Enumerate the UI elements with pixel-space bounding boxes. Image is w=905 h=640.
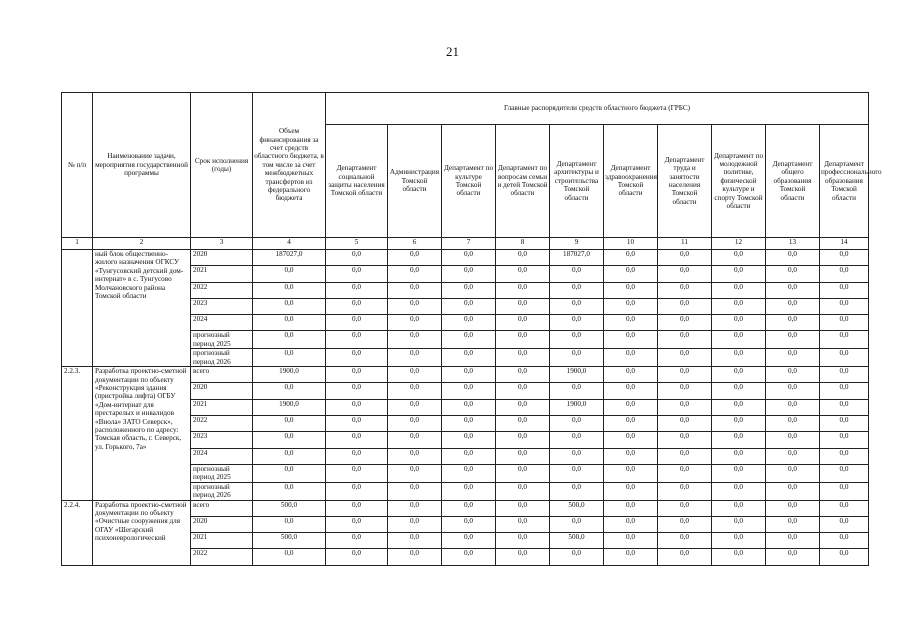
header-department: Администрация Томской области [388, 125, 442, 238]
department-amount-cell: 0,0 [388, 533, 442, 549]
department-amount-cell: 0,0 [550, 282, 604, 298]
period-cell: 2022 [191, 416, 253, 432]
department-amount-cell: 0,0 [766, 464, 820, 482]
department-amount-cell: 0,0 [388, 464, 442, 482]
department-amount-cell: 0,0 [604, 282, 658, 298]
department-amount-cell: 0,0 [820, 482, 869, 500]
department-amount-cell: 0,0 [766, 367, 820, 383]
department-amount-cell: 0,0 [712, 432, 766, 448]
department-amount-cell: 0,0 [712, 383, 766, 399]
table-row [62, 250, 869, 266]
department-amount-cell: 0,0 [496, 500, 550, 516]
table-row [62, 500, 869, 516]
department-amount-cell: 0,0 [820, 533, 869, 549]
department-amount-cell: 0,0 [604, 399, 658, 415]
department-amount-cell: 0,0 [388, 250, 442, 266]
column-number: 9 [550, 238, 604, 250]
volume-cell: 187027,0 [253, 250, 326, 266]
department-amount-cell: 0,0 [712, 464, 766, 482]
period-cell: 2020 [191, 383, 253, 399]
department-amount-cell: 0,0 [550, 482, 604, 500]
volume-cell: 0,0 [253, 516, 326, 532]
department-amount-cell: 0,0 [604, 266, 658, 282]
budget-table [61, 92, 882, 566]
department-amount-cell: 0,0 [550, 549, 604, 565]
department-amount-cell: 0,0 [712, 331, 766, 349]
volume-cell: 0,0 [253, 298, 326, 314]
department-amount-cell: 0,0 [326, 315, 388, 331]
column-number: 5 [326, 238, 388, 250]
department-amount-cell: 0,0 [550, 331, 604, 349]
department-amount-cell: 0,0 [766, 482, 820, 500]
volume-cell: 0,0 [253, 464, 326, 482]
column-number: 1 [62, 238, 93, 250]
department-amount-cell: 0,0 [388, 416, 442, 432]
department-amount-cell: 0,0 [658, 383, 712, 399]
department-amount-cell: 0,0 [820, 282, 869, 298]
department-amount-cell: 0,0 [658, 416, 712, 432]
header-department: Департамент архитектуры и строительства Томской области [550, 125, 604, 238]
department-amount-cell: 0,0 [658, 533, 712, 549]
department-amount-cell: 0,0 [820, 516, 869, 532]
department-amount-cell: 0,0 [604, 549, 658, 565]
period-cell: 2023 [191, 432, 253, 448]
department-amount-cell: 0,0 [766, 250, 820, 266]
column-number: 10 [604, 238, 658, 250]
department-amount-cell: 0,0 [658, 464, 712, 482]
volume-cell: 500,0 [253, 500, 326, 516]
department-amount-cell: 0,0 [326, 383, 388, 399]
department-amount-cell: 0,0 [658, 266, 712, 282]
department-amount-cell: 1900,0 [550, 367, 604, 383]
department-amount-cell: 0,0 [496, 448, 550, 464]
volume-cell: 0,0 [253, 282, 326, 298]
department-amount-cell: 0,0 [766, 500, 820, 516]
department-amount-cell: 0,0 [550, 315, 604, 331]
department-amount-cell: 0,0 [712, 282, 766, 298]
period-cell: прогнозный период 2026 [191, 349, 253, 367]
department-amount-cell: 0,0 [326, 416, 388, 432]
task-name: ный блок общественно-жилого назначения ОГКСУ «Тунгусовский детский дом-интернат» в с. Тунгусово Молчановского района Томской области [93, 250, 191, 367]
period-cell: всего [191, 367, 253, 383]
department-amount-cell: 500,0 [550, 533, 604, 549]
department-amount-cell: 0,0 [766, 533, 820, 549]
period-cell: 2022 [191, 282, 253, 298]
column-number: 13 [766, 238, 820, 250]
department-amount-cell: 0,0 [820, 367, 869, 383]
column-number-row [62, 238, 869, 250]
department-amount-cell: 0,0 [766, 549, 820, 565]
department-amount-cell: 0,0 [712, 367, 766, 383]
department-amount-cell: 0,0 [820, 298, 869, 314]
department-amount-cell: 0,0 [658, 298, 712, 314]
department-amount-cell: 0,0 [766, 416, 820, 432]
header-department: Департамент по молодежной политике, физической культуре и спорту Томской области [712, 125, 766, 238]
department-amount-cell: 0,0 [442, 383, 496, 399]
period-cell: прогнозный период 2026 [191, 482, 253, 500]
department-amount-cell: 0,0 [766, 298, 820, 314]
department-amount-cell: 0,0 [604, 315, 658, 331]
department-amount-cell: 0,0 [658, 367, 712, 383]
department-amount-cell: 0,0 [496, 250, 550, 266]
department-amount-cell: 0,0 [658, 482, 712, 500]
department-amount-cell: 0,0 [442, 298, 496, 314]
volume-cell: 0,0 [253, 349, 326, 367]
department-amount-cell: 0,0 [388, 432, 442, 448]
department-amount-cell: 0,0 [550, 298, 604, 314]
department-amount-cell: 0,0 [496, 482, 550, 500]
department-amount-cell: 0,0 [658, 516, 712, 532]
department-amount-cell: 0,0 [326, 448, 388, 464]
department-amount-cell: 0,0 [326, 432, 388, 448]
department-amount-cell: 0,0 [712, 399, 766, 415]
department-amount-cell: 0,0 [496, 464, 550, 482]
department-amount-cell: 0,0 [550, 416, 604, 432]
department-amount-cell: 0,0 [442, 500, 496, 516]
department-amount-cell: 0,0 [326, 533, 388, 549]
department-amount-cell: 0,0 [326, 482, 388, 500]
department-amount-cell: 0,0 [604, 500, 658, 516]
department-amount-cell: 0,0 [442, 399, 496, 415]
department-amount-cell: 0,0 [550, 349, 604, 367]
volume-cell: 0,0 [253, 331, 326, 349]
department-amount-cell: 0,0 [496, 533, 550, 549]
department-amount-cell: 0,0 [388, 500, 442, 516]
period-cell: прогнозный период 2025 [191, 464, 253, 482]
column-number: 6 [388, 238, 442, 250]
department-amount-cell: 0,0 [388, 266, 442, 282]
volume-cell: 500,0 [253, 533, 326, 549]
column-number: 8 [496, 238, 550, 250]
department-amount-cell: 0,0 [658, 549, 712, 565]
header-department: Департамент профессионального образования Томской области [820, 125, 869, 238]
department-amount-cell: 0,0 [712, 315, 766, 331]
department-amount-cell: 0,0 [326, 250, 388, 266]
department-amount-cell: 0,0 [820, 349, 869, 367]
department-amount-cell: 0,0 [496, 383, 550, 399]
department-amount-cell: 0,0 [388, 349, 442, 367]
department-amount-cell: 0,0 [496, 367, 550, 383]
department-amount-cell: 0,0 [326, 282, 388, 298]
department-amount-cell: 0,0 [326, 331, 388, 349]
department-amount-cell: 0,0 [658, 282, 712, 298]
department-amount-cell: 0,0 [550, 448, 604, 464]
department-amount-cell: 0,0 [658, 349, 712, 367]
department-amount-cell: 0,0 [388, 298, 442, 314]
volume-cell: 0,0 [253, 448, 326, 464]
column-number: 14 [820, 238, 869, 250]
department-amount-cell: 0,0 [604, 367, 658, 383]
department-amount-cell: 0,0 [604, 482, 658, 500]
department-amount-cell: 0,0 [326, 298, 388, 314]
department-amount-cell: 0,0 [496, 331, 550, 349]
department-amount-cell: 0,0 [442, 416, 496, 432]
table-body [62, 250, 869, 566]
department-amount-cell: 0,0 [550, 266, 604, 282]
department-amount-cell: 0,0 [388, 399, 442, 415]
department-amount-cell: 0,0 [550, 383, 604, 399]
column-number: 7 [442, 238, 496, 250]
department-amount-cell: 0,0 [442, 448, 496, 464]
header-department: Департамент здравоохранения Томской области [604, 125, 658, 238]
period-cell: 2022 [191, 549, 253, 565]
department-amount-cell: 0,0 [820, 500, 869, 516]
department-amount-cell: 0,0 [388, 448, 442, 464]
department-amount-cell: 0,0 [712, 416, 766, 432]
volume-cell: 0,0 [253, 432, 326, 448]
department-amount-cell: 0,0 [442, 482, 496, 500]
department-amount-cell: 0,0 [326, 367, 388, 383]
department-amount-cell: 0,0 [326, 516, 388, 532]
department-amount-cell: 0,0 [658, 315, 712, 331]
period-cell: 2021 [191, 399, 253, 415]
department-amount-cell: 187027,0 [550, 250, 604, 266]
department-amount-cell: 0,0 [712, 349, 766, 367]
department-amount-cell: 0,0 [388, 315, 442, 331]
department-amount-cell: 0,0 [388, 331, 442, 349]
header-department: Департамент по культуре Томской области [442, 125, 496, 238]
period-cell: 2021 [191, 266, 253, 282]
department-amount-cell: 0,0 [442, 516, 496, 532]
task-number [62, 250, 93, 367]
department-amount-cell: 0,0 [766, 266, 820, 282]
department-amount-cell: 0,0 [766, 331, 820, 349]
header-volume: Объем финансирования за счет средств областного бюджета, в том числе за счет межбюджетных трансфертов из федерального бюджета [253, 93, 326, 238]
volume-cell: 1900,0 [253, 367, 326, 383]
department-amount-cell: 0,0 [326, 349, 388, 367]
department-amount-cell: 0,0 [550, 464, 604, 482]
table-header [62, 93, 882, 250]
department-amount-cell: 0,0 [442, 367, 496, 383]
task-name: Разработка проектно-сметной документации по объекту «Реконструкция здания (пристройка лифта) ОГБУ «Дом-интернат для престарелых и инвалидов «Виола» ЗАТО Северск», расположенного по адресу: Томская область, г. Северск, ул. Горького, 7а» [93, 367, 191, 500]
header-term: Срок исполнения (годы) [191, 93, 253, 238]
column-number: 4 [253, 238, 326, 250]
department-amount-cell: 0,0 [820, 399, 869, 415]
department-amount-cell: 0,0 [712, 298, 766, 314]
department-amount-cell: 0,0 [766, 516, 820, 532]
department-amount-cell: 0,0 [820, 383, 869, 399]
department-amount-cell: 0,0 [658, 500, 712, 516]
volume-cell: 0,0 [253, 416, 326, 432]
department-amount-cell: 0,0 [388, 482, 442, 500]
department-amount-cell: 0,0 [388, 383, 442, 399]
department-amount-cell: 0,0 [496, 399, 550, 415]
department-amount-cell: 0,0 [604, 383, 658, 399]
department-amount-cell: 0,0 [388, 549, 442, 565]
header-department: Департамент общего образования Томской области [766, 125, 820, 238]
period-cell: 2020 [191, 250, 253, 266]
task-number: 2.2.3. [62, 367, 93, 500]
department-amount-cell: 0,0 [604, 331, 658, 349]
task-name: Разработка проектно-сметной документации по объекту «Очистные сооружения для ОГАУ «Шегарский психоневрологический [93, 500, 191, 565]
header-department: Департамент труда и занятости населения Томской области [658, 125, 712, 238]
department-amount-cell: 0,0 [496, 266, 550, 282]
department-amount-cell: 500,0 [550, 500, 604, 516]
volume-cell: 1900,0 [253, 399, 326, 415]
column-number: 3 [191, 238, 253, 250]
department-amount-cell: 0,0 [712, 266, 766, 282]
volume-cell: 0,0 [253, 549, 326, 565]
department-amount-cell: 0,0 [820, 416, 869, 432]
department-amount-cell: 0,0 [820, 448, 869, 464]
department-amount-cell: 0,0 [712, 482, 766, 500]
department-amount-cell: 0,0 [496, 516, 550, 532]
department-amount-cell: 0,0 [496, 432, 550, 448]
period-cell: 2020 [191, 516, 253, 532]
column-number: 2 [93, 238, 191, 250]
volume-cell: 0,0 [253, 383, 326, 399]
department-amount-cell: 0,0 [820, 464, 869, 482]
department-amount-cell: 0,0 [820, 315, 869, 331]
department-amount-cell: 0,0 [442, 331, 496, 349]
department-amount-cell: 0,0 [326, 464, 388, 482]
department-amount-cell: 0,0 [604, 432, 658, 448]
department-amount-cell: 0,0 [604, 516, 658, 532]
department-amount-cell: 0,0 [712, 549, 766, 565]
department-amount-cell: 0,0 [442, 432, 496, 448]
department-amount-cell: 0,0 [326, 500, 388, 516]
department-amount-cell: 0,0 [550, 516, 604, 532]
department-amount-cell: 0,0 [442, 282, 496, 298]
department-amount-cell: 0,0 [712, 250, 766, 266]
department-amount-cell: 0,0 [658, 331, 712, 349]
department-amount-cell: 0,0 [820, 331, 869, 349]
volume-cell: 0,0 [253, 315, 326, 331]
department-amount-cell: 0,0 [326, 266, 388, 282]
department-amount-cell: 0,0 [766, 383, 820, 399]
department-amount-cell: 0,0 [604, 298, 658, 314]
department-amount-cell: 0,0 [604, 250, 658, 266]
department-amount-cell: 0,0 [658, 250, 712, 266]
department-amount-cell: 0,0 [442, 549, 496, 565]
department-amount-cell: 0,0 [820, 549, 869, 565]
department-amount-cell: 0,0 [326, 549, 388, 565]
header-grbs: Главные распорядители средств областного бюджета (ГРБС) [326, 93, 869, 125]
department-amount-cell: 0,0 [766, 432, 820, 448]
department-amount-cell: 0,0 [496, 349, 550, 367]
department-amount-cell: 0,0 [712, 533, 766, 549]
department-amount-cell: 0,0 [766, 315, 820, 331]
department-amount-cell: 0,0 [766, 399, 820, 415]
period-cell: 2023 [191, 298, 253, 314]
department-amount-cell: 0,0 [712, 516, 766, 532]
department-amount-cell: 0,0 [496, 298, 550, 314]
header-name: Наименование задачи, мероприятия государственной программы [93, 93, 191, 238]
header-department: Департамент социальной защиты населения Томской области [326, 125, 388, 238]
department-amount-cell: 0,0 [712, 500, 766, 516]
department-amount-cell: 0,0 [766, 349, 820, 367]
department-amount-cell: 0,0 [550, 432, 604, 448]
period-cell: всего [191, 500, 253, 516]
department-amount-cell: 0,0 [604, 416, 658, 432]
department-amount-cell: 0,0 [820, 432, 869, 448]
department-amount-cell: 0,0 [820, 250, 869, 266]
department-amount-cell: 0,0 [496, 315, 550, 331]
department-amount-cell: 0,0 [604, 349, 658, 367]
department-amount-cell: 1900,0 [550, 399, 604, 415]
department-amount-cell: 0,0 [658, 432, 712, 448]
department-amount-cell: 0,0 [442, 266, 496, 282]
column-number: 11 [658, 238, 712, 250]
table-row [62, 367, 869, 383]
volume-cell: 0,0 [253, 482, 326, 500]
department-amount-cell: 0,0 [658, 399, 712, 415]
department-amount-cell: 0,0 [442, 533, 496, 549]
period-cell: 2024 [191, 315, 253, 331]
department-amount-cell: 0,0 [604, 533, 658, 549]
department-amount-cell: 0,0 [604, 448, 658, 464]
department-amount-cell: 0,0 [442, 250, 496, 266]
department-amount-cell: 0,0 [496, 549, 550, 565]
header-number: № п/п [62, 93, 93, 238]
department-amount-cell: 0,0 [604, 464, 658, 482]
period-cell: 2024 [191, 448, 253, 464]
department-amount-cell: 0,0 [496, 282, 550, 298]
department-amount-cell: 0,0 [326, 399, 388, 415]
department-amount-cell: 0,0 [388, 516, 442, 532]
period-cell: 2021 [191, 533, 253, 549]
page-number: 21 [446, 44, 459, 59]
task-number: 2.2.4. [62, 500, 93, 565]
department-amount-cell: 0,0 [820, 266, 869, 282]
department-amount-cell: 0,0 [442, 464, 496, 482]
department-amount-cell: 0,0 [388, 282, 442, 298]
department-amount-cell: 0,0 [496, 416, 550, 432]
header-department: Департамент по вопросам семьи и детей Томской области [496, 125, 550, 238]
volume-cell: 0,0 [253, 266, 326, 282]
department-amount-cell: 0,0 [658, 448, 712, 464]
department-amount-cell: 0,0 [712, 448, 766, 464]
department-amount-cell: 0,0 [766, 448, 820, 464]
department-amount-cell: 0,0 [766, 282, 820, 298]
department-amount-cell: 0,0 [442, 315, 496, 331]
department-amount-cell: 0,0 [442, 349, 496, 367]
column-number: 12 [712, 238, 766, 250]
period-cell: прогнозный период 2025 [191, 331, 253, 349]
department-amount-cell: 0,0 [388, 367, 442, 383]
